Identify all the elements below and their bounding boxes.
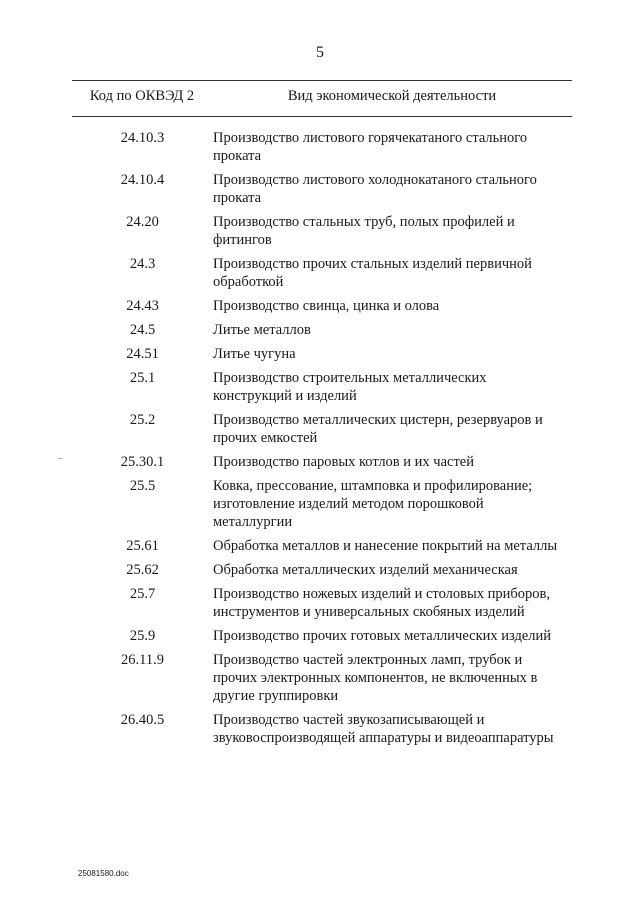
row-description: Литье чугуна — [213, 346, 296, 362]
row-code: 24.10.4 — [120, 172, 165, 188]
row-code: 24.51 — [126, 346, 159, 362]
row-description: Обработка металлических изделий механическая — [213, 562, 518, 578]
row-code: 25.2 — [129, 412, 156, 428]
table-row — [72, 477, 572, 531]
row-code: 24.3 — [129, 256, 156, 272]
row-description: Производство прочих готовых металлических изделий — [213, 628, 552, 644]
row-description: Производство ножевых изделий и столовых приборов, инструментов и универсальных скобяных изделий — [213, 586, 550, 620]
row-description: Производство частей электронных ламп, трубок и прочих электронных компонентов, не включенных в другие группировки — [213, 652, 538, 704]
row-code: 24.5 — [129, 322, 156, 338]
row-code: 25.61 — [126, 538, 159, 554]
row-code: 25.62 — [126, 562, 159, 578]
row-description: Литье металлов — [213, 322, 311, 338]
table-row — [72, 345, 572, 363]
table-row — [72, 537, 572, 555]
row-description: Производство паровых котлов и их частей — [213, 454, 474, 470]
header-code: Код по ОКВЭД 2 — [89, 88, 195, 104]
row-description: Производство листового холоднокатаного стального проката — [213, 172, 537, 206]
page-number: 5 — [316, 44, 324, 61]
header-description: Вид экономической деятельности — [287, 88, 497, 104]
table-row — [72, 651, 572, 705]
row-code: 24.10.3 — [120, 130, 165, 146]
table-row — [72, 129, 572, 165]
table-row — [72, 561, 572, 579]
table-row — [72, 585, 572, 621]
table-row — [72, 297, 572, 315]
row-code: 25.5 — [129, 478, 156, 494]
table-row — [72, 255, 572, 291]
table-header — [72, 88, 572, 108]
row-description: Производство листового горячекатаного стального проката — [213, 130, 528, 164]
table-row — [72, 711, 572, 747]
table-row — [72, 369, 572, 405]
row-code: 25.30.1 — [120, 454, 165, 470]
row-description: Производство металлических цистерн, резервуаров и прочих емкостей — [213, 412, 543, 446]
footer-filename: 25081580.doc — [78, 869, 129, 878]
table-row — [72, 171, 572, 207]
margin-mark — [58, 458, 63, 459]
table-row — [72, 321, 572, 339]
table-row — [72, 453, 572, 471]
table-row — [72, 627, 572, 645]
row-description: Обработка металлов и нанесение покрытий на металлы — [213, 538, 558, 554]
row-code: 26.11.9 — [121, 652, 164, 668]
row-description: Производство прочих стальных изделий первичной обработкой — [213, 256, 532, 290]
table-row — [72, 411, 572, 447]
row-description: Производство стальных труб, полых профилей и фитингов — [213, 214, 515, 248]
row-code: 25.7 — [129, 586, 156, 602]
row-description: Производство строительных металлических конструкций и изделий — [213, 370, 487, 404]
table-body — [72, 129, 572, 753]
table-row — [72, 213, 572, 249]
table-top-rule — [72, 80, 572, 81]
row-code: 24.20 — [126, 214, 159, 230]
row-description: Ковка, прессование, штамповка и профилирование; изготовление изделий методом порошковой металлургии — [213, 478, 533, 530]
row-code: 25.1 — [129, 370, 156, 386]
row-code: 25.9 — [129, 628, 156, 644]
row-description: Производство частей звукозаписывающей и звуковоспроизводящей аппаратуры и видеоаппаратуры — [213, 712, 554, 746]
row-description: Производство свинца, цинка и олова — [213, 298, 440, 314]
table-header-rule — [72, 116, 572, 117]
row-code: 24.43 — [126, 298, 159, 314]
row-code: 26.40.5 — [120, 712, 165, 728]
